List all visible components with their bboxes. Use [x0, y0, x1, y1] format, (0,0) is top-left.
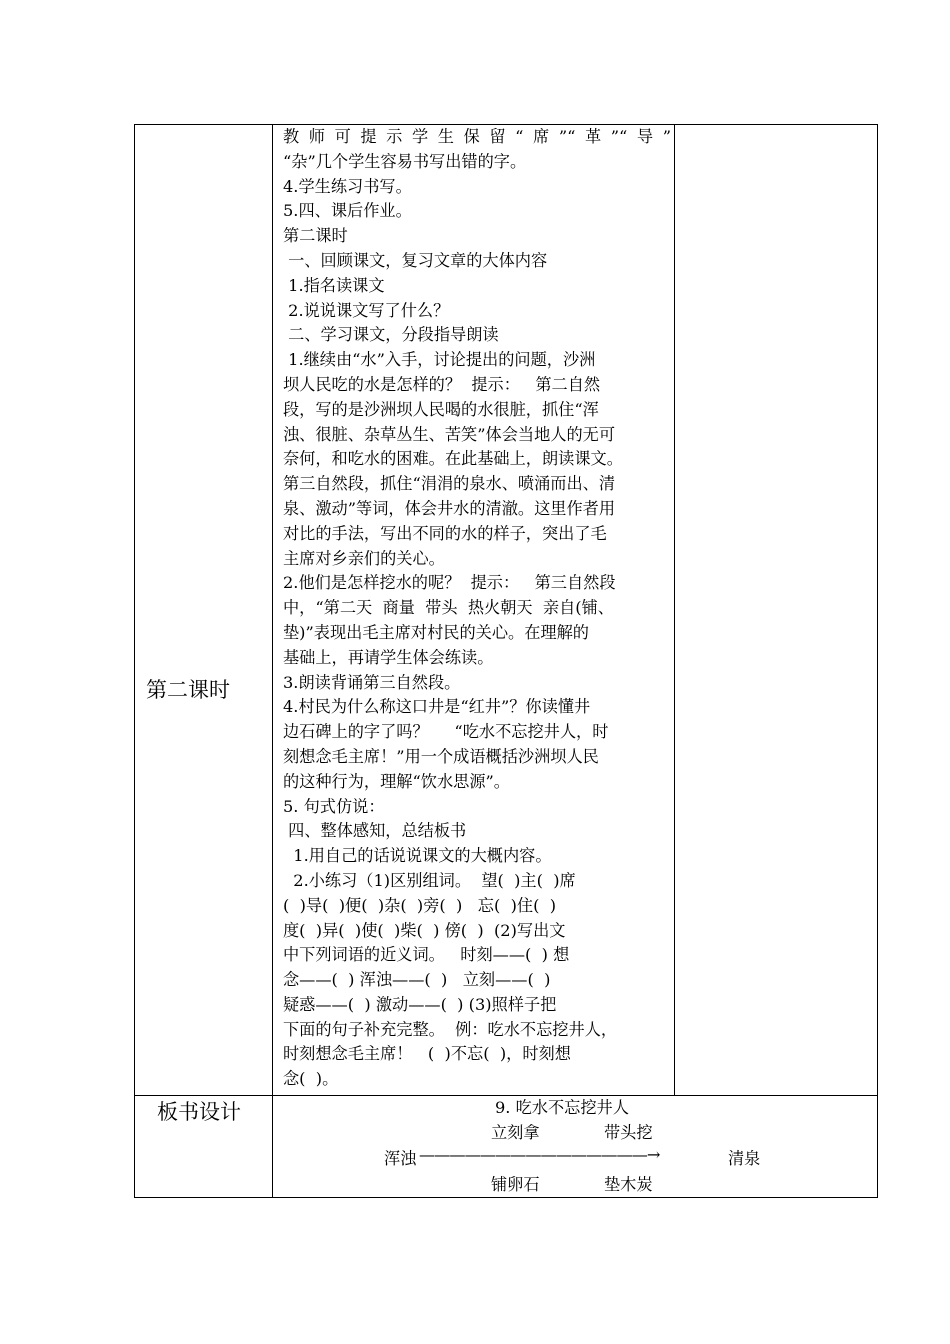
lesson-line: 5. 句式仿说：: [283, 796, 385, 816]
lesson-row: [135, 125, 878, 1096]
lesson-line: 段，写的是沙洲坝人民喝的水很脏，抓住“浑: [283, 399, 599, 419]
board-top-right: 带头挖: [604, 1123, 653, 1142]
lesson-line: 二、学习课文，分段指导朗读: [283, 325, 499, 345]
lesson-label-cell: [135, 125, 273, 1096]
lesson-plan-table: [134, 124, 878, 1198]
lesson-line: 念——( ) 浑浊——( ) 立刻——( ): [283, 970, 551, 990]
lesson-line: 疑惑——( ) 激动——( ) (3)照样子把: [283, 994, 557, 1014]
board-design-cell: [273, 1096, 878, 1198]
lesson-line: 4.学生练习书写。: [283, 176, 412, 196]
board-arrow-line: ———————————————→: [419, 1145, 660, 1164]
lesson-line: 中，“第二天 商量 带头 热火朝天 亲自(铺、: [283, 598, 614, 618]
lesson-line: 5.四、课后作业。: [283, 201, 412, 221]
lesson-line: 边石碑上的字了吗？ “吃水不忘挖井人，时: [283, 722, 609, 742]
board-label-cell: [135, 1096, 273, 1198]
lesson-line: 下面的句子补充完整。 例：吃水不忘挖井人，: [283, 1019, 618, 1039]
lesson-line: 奈何，和吃水的困难。在此基础上，朗读课文。: [283, 449, 623, 469]
lesson-line: 4.村民为什么称这口井是“红井”？你读懂井: [283, 697, 591, 717]
lesson-line: 浊、很脏、杂草丛生、苦笑”体会当地人的无可: [283, 424, 616, 444]
lesson-content-cell: [273, 125, 675, 1096]
board-title: 9. 吃水不忘挖井人: [495, 1098, 629, 1117]
lesson-line: 1.继续由“水”入手，讨论提出的问题，沙洲: [283, 350, 596, 370]
lesson-line: 1.用自己的话说说课文的大概内容。: [283, 846, 552, 866]
board-row: [135, 1096, 878, 1198]
lesson-label: 第二课时: [146, 678, 230, 702]
lesson-line: 念( )。: [283, 1069, 339, 1089]
lesson-line: 四、整体感知，总结板书: [283, 821, 467, 841]
lesson-line: 2.他们是怎样挖水的呢？ 提示： 第三自然段: [283, 573, 616, 593]
lesson-line: 1.指名读课文: [283, 275, 385, 295]
lesson-line: 主席对乡亲们的关心。: [283, 548, 445, 568]
lesson-line: 刻想念毛主席！”用一个成语概括沙洲坝人民: [283, 746, 599, 766]
lesson-content: [283, 125, 671, 1092]
board-label: 板书设计: [157, 1100, 241, 1124]
board-arrow-start: 浑浊: [384, 1149, 417, 1168]
board-bottom-left: 铺卵石: [491, 1175, 540, 1194]
lesson-line: 第三自然段，抓住“涓涓的泉水、喷涌而出、清: [283, 474, 616, 494]
board-arrow-end: 清泉: [728, 1149, 761, 1168]
notes-cell: [675, 125, 878, 1096]
lesson-line: 时刻想念毛主席！ ( )不忘( )，时刻想: [283, 1044, 571, 1064]
lesson-line: 泉、激动”等词，体会井水的清澈。这里作者用: [283, 498, 616, 518]
lesson-line: 坝人民吃的水是怎样的？ 提示： 第二自然: [283, 374, 601, 394]
lesson-line: 的这种行为，理解“饮水思源”。: [283, 771, 510, 791]
lesson-line: 中下列词语的近义词。 时刻——( ) 想: [283, 945, 570, 965]
lesson-line: 2.说说课文写了什么？: [283, 300, 450, 320]
board-top-left: 立刻拿: [491, 1123, 540, 1142]
lesson-line: “杂”几个学生容易书写出错的字。: [283, 151, 527, 171]
lesson-line: 一、回顾课文，复习文章的大体内容: [283, 250, 548, 270]
lesson-line: 基础上，再请学生体会练读。: [283, 647, 494, 667]
lesson-line: ( )导( )便( )杂( )旁( ) 忘( )住( ): [283, 895, 557, 915]
lesson-line: 度( )异( )使( )柴( ) 傍( ) (2)写出文: [283, 920, 566, 940]
lesson-line: 2.小练习（1)区别组词。 望( )主( )席: [283, 870, 576, 890]
lesson-line: 对比的手法，写出不同的水的样子，突出了毛: [283, 523, 607, 543]
lesson-line: 垫)”表现出毛主席对村民的关心。在理解的: [283, 622, 589, 642]
board-bottom-right: 垫木炭: [604, 1175, 653, 1194]
lesson-line: 教师可提示学生保留“席”“革”“导”: [283, 127, 671, 146]
lesson-line: 第二课时: [283, 226, 348, 246]
lesson-line: 3.朗读背诵第三自然段。: [283, 672, 461, 692]
